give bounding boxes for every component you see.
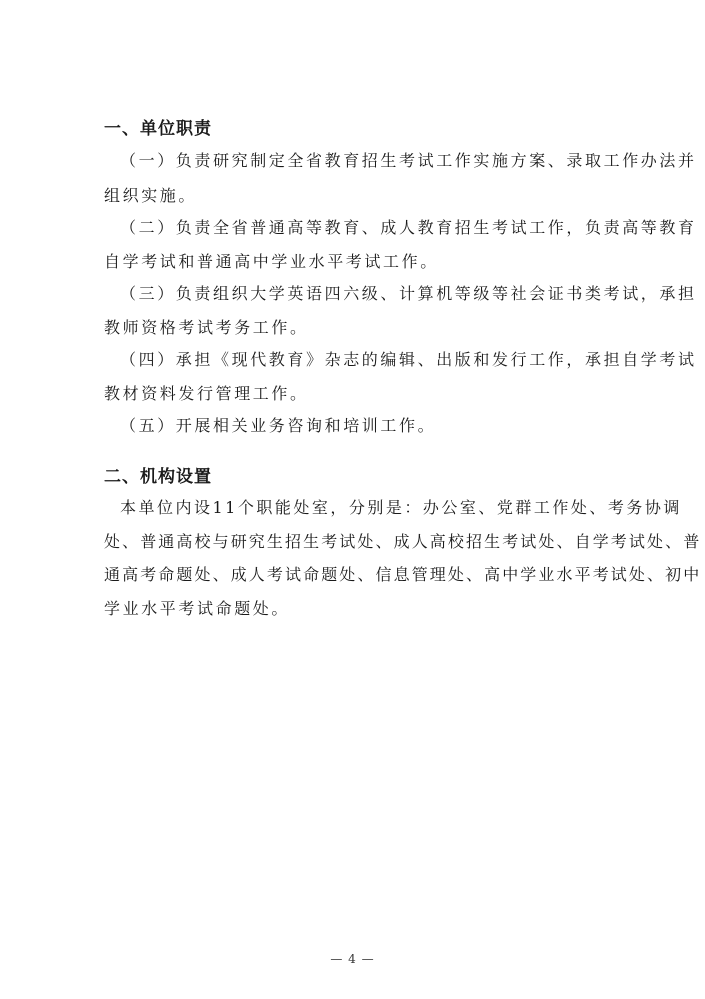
duty-item-2-line-2: 自学考试和普通高中学业水平考试工作。 [104, 252, 439, 271]
duty-item-4-line-1: （四）承担《现代教育》杂志的编辑、出版和发行工作，承担自学考试 [120, 350, 697, 369]
duty-item-1-line-2: 组织实施。 [104, 186, 198, 205]
section-heading-structure: 二、机构设置 [104, 467, 212, 487]
structure-line-2: 处、普通高校与研究生招生考试处、成人高校招生考试处、自学考试处、普 [104, 532, 702, 551]
duty-item-3-line-1: （三）负责组织大学英语四六级、计算机等级等社会证书类考试，承担 [120, 284, 697, 303]
duty-item-1-line-1: （一）负责研究制定全省教育招生考试工作实施方案、录取工作办法并 [120, 151, 697, 170]
duty-item-2-line-1: （二）负责全省普通高等教育、成人教育招生考试工作，负责高等教育 [120, 218, 697, 237]
duty-item-4-line-2: 教材资料发行管理工作。 [104, 384, 309, 403]
structure-line-1: 本单位内设11个职能处室，分别是：办公室、党群工作处、考务协调 [120, 498, 682, 517]
duty-item-3-line-2: 教师资格考试考务工作。 [104, 318, 309, 337]
structure-line-4: 学业水平考试命题处。 [104, 599, 291, 618]
page-number: — 4 — [330, 952, 375, 966]
section-heading-duties: 一、单位职责 [104, 119, 212, 139]
structure-line-3: 通高考命题处、成人考试命题处、信息管理处、高中学业水平考试处、初中 [104, 565, 702, 584]
duty-item-5-line-1: （五）开展相关业务咨询和培训工作。 [120, 416, 437, 435]
